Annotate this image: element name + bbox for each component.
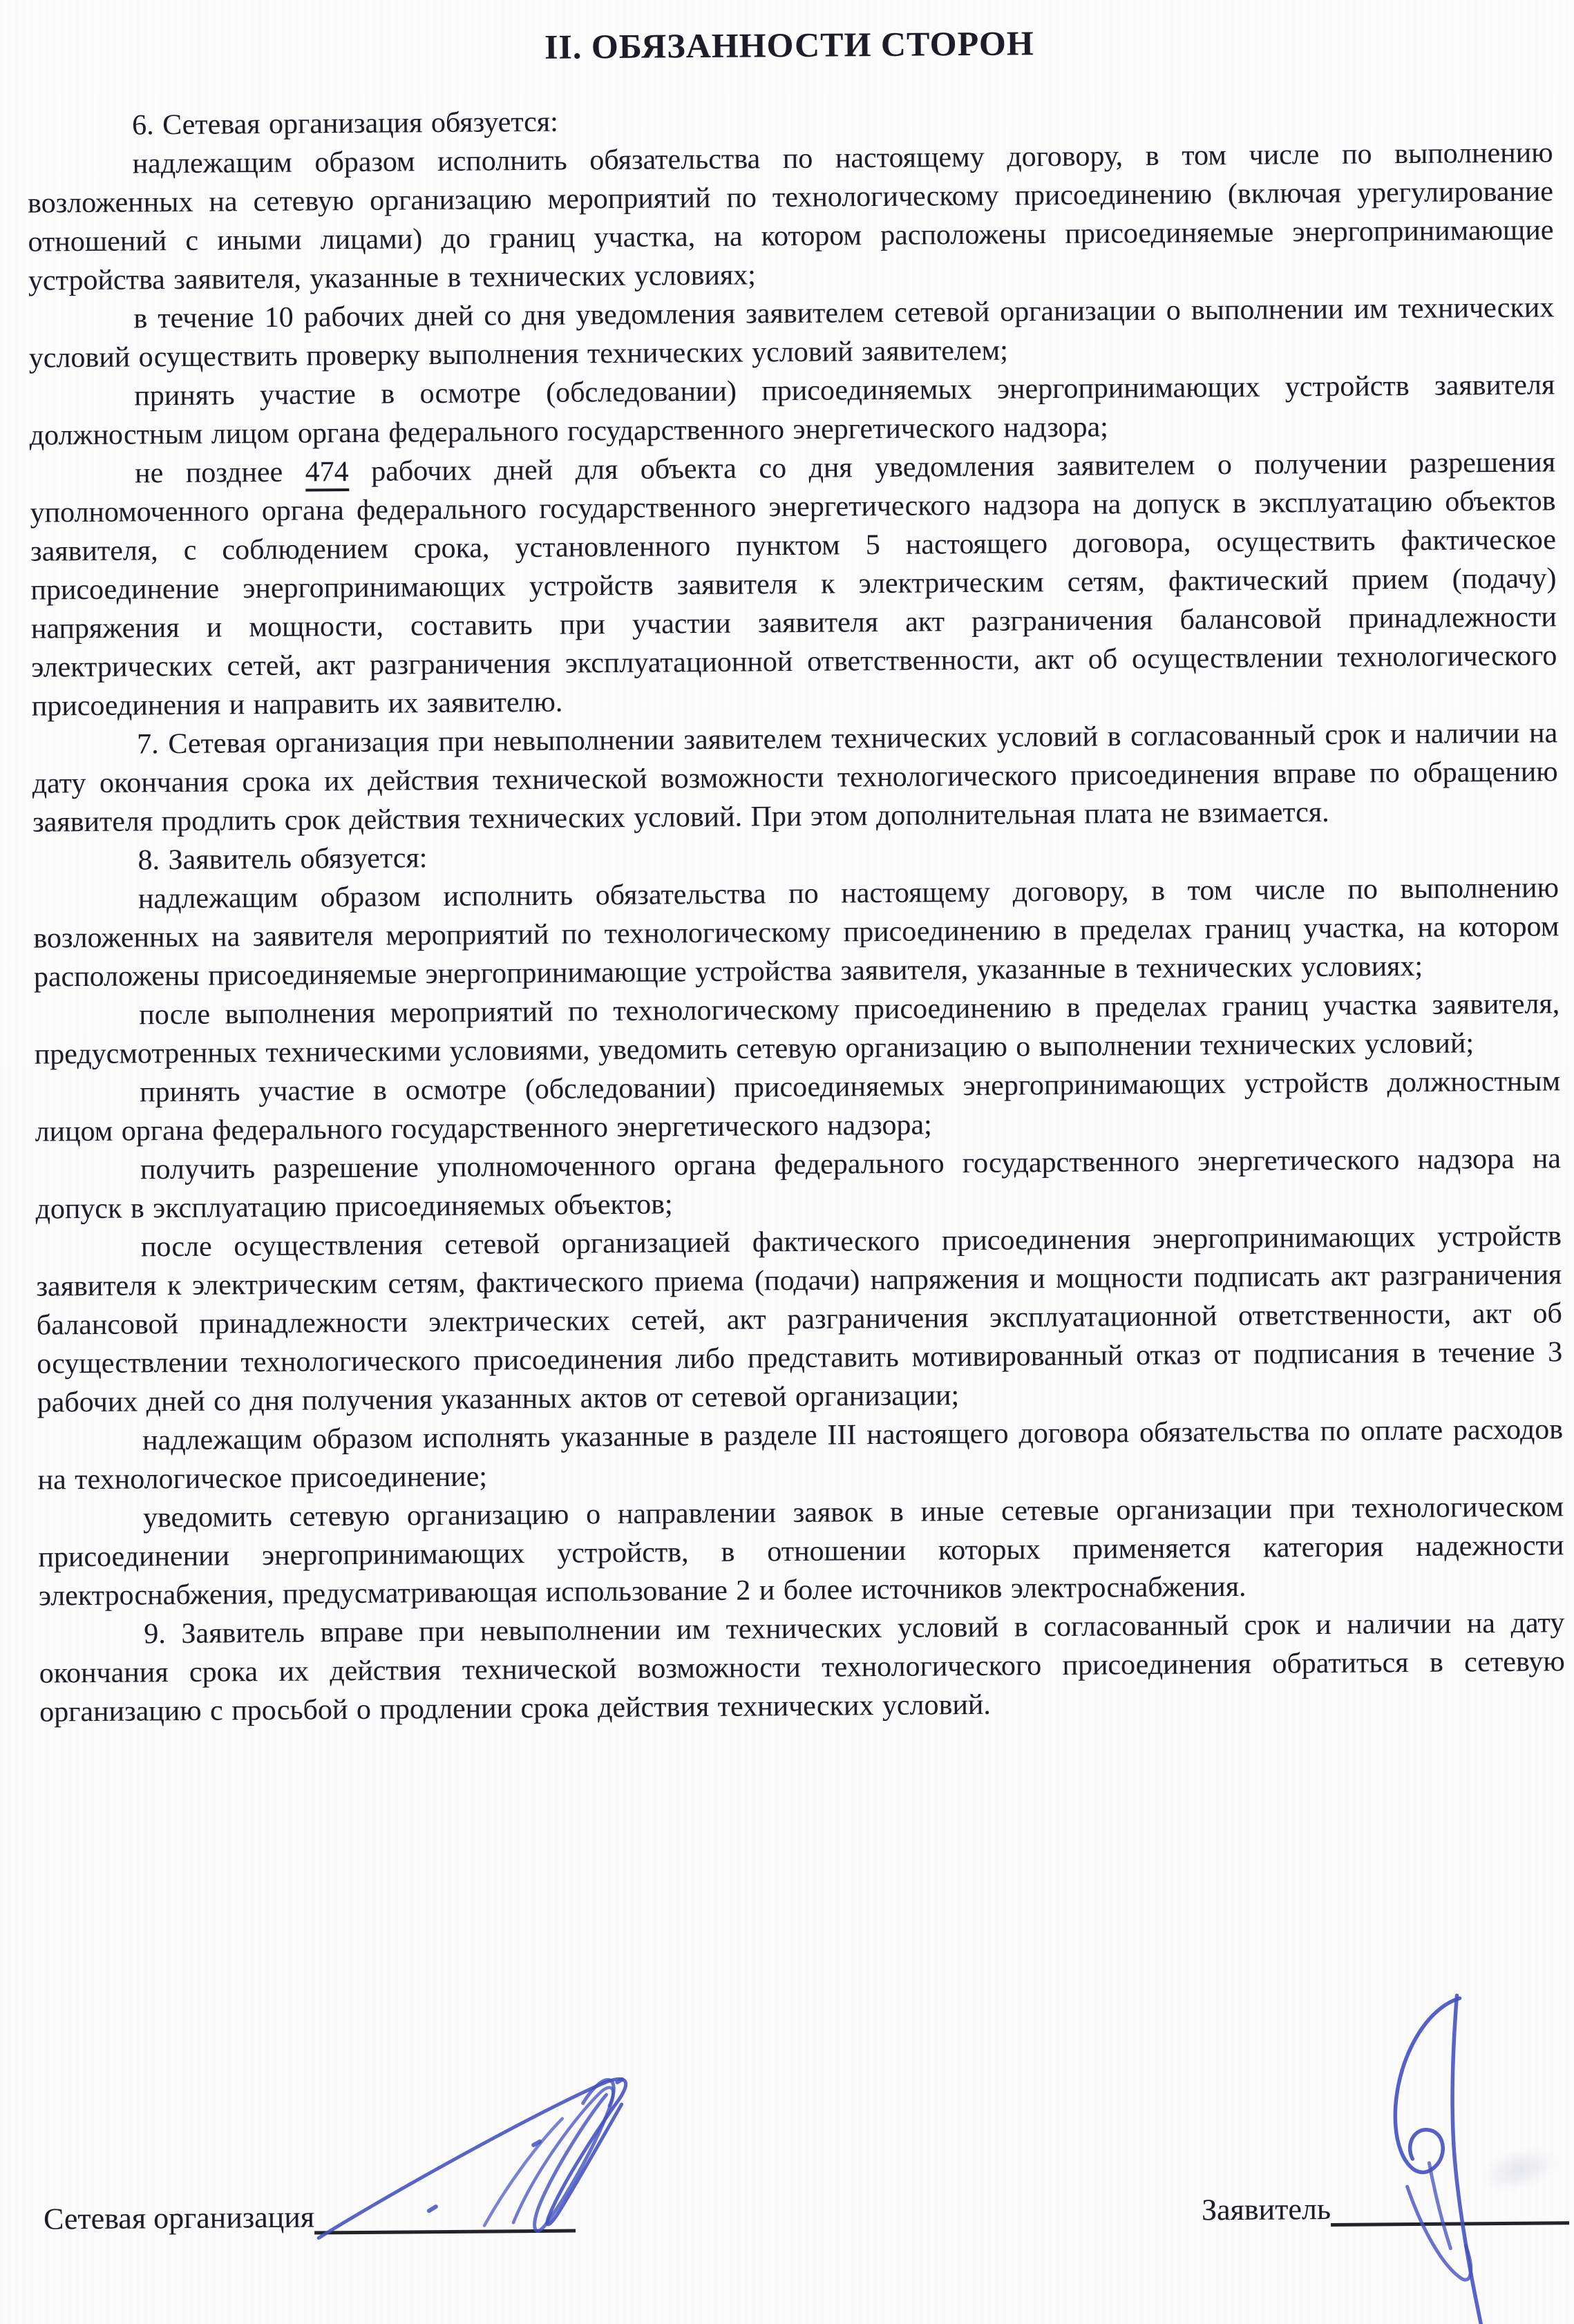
signature-row (44, 2189, 1569, 2236)
paragraph-6-item-1: надлежащим образом исполнить обязательства по настоящему договору, в том числе по выполнению возложенных на сетевую организацию мероприятий по технологическому присоединению (включая урегулирование отношений с иными лицами) до границ участка, на котором расположены присоединяемые энергопринимающие устройства заявителя, указанные в технических условиях; (27, 137, 1554, 297)
paragraph-text-suffix: рабочих дней для объекта со дня уведомления заявителем о получении разрешения уполномоченного органа федерального государственного энергетического надзора на допуск в эксплуатацию объектов заявителя, с соблюдением срока, установленного пунктом 5 настоящего договора, осуществить фактическое присоединение энергопринимающих устройств заявителя к электрическим сетям, фактический прием (подачу) напряжения и мощности, составить при участии заявителя акт разграничения балансовой принадлежности электрических сетей, акт разграничения эксплуатационной ответственности, акт об осуществлении технологического присоединения и направить их заявителю. (30, 446, 1557, 723)
document-content (26, 15, 1565, 2236)
paragraph-6-item-2: в течение 10 рабочих дней со дня уведомления заявителем сетевой организации о выполнении им технических условий осуществить проверку выполнения технических условий заявителем; (28, 292, 1555, 374)
paragraph-7: 7. Сетевая организация при невыполнении заявителем технических условий в согласованный срок и наличии на дату окончания срока их действия технической возможности технологического присоединения вправе по обращению заявителя продлить срок действия технических условий. При этом дополнительная плата не взимается. (32, 717, 1558, 839)
paragraph-8-item-3: принять участие в осмотре (обследовании) присоединяемых энергопринимающих устройств должностным лицом органа федерального государственного энергетического надзора; (35, 1065, 1561, 1148)
paragraph-6-item-3: принять участие в осмотре (обследовании) присоединяемых энергопринимающих устройств заявителя должностным лицом органа федерального государственного энергетического надзора; (29, 369, 1555, 452)
paragraph-8-item-2: после выполнения мероприятий по технологическому присоединению в пределах границ участка заявителя, предусмотренных техническими условиями, уведомить сетевую организацию о выполнении технических условий; (34, 988, 1560, 1071)
network-organization-signature-block (44, 2198, 576, 2237)
paragraph-6-item-4 (30, 443, 1557, 725)
underlined-days-number: 474 (305, 456, 348, 491)
section-title: II. ОБЯЗАННОСТИ СТОРОН (544, 23, 1034, 66)
paragraph-9: 9. Заявитель вправе при невыполнении им технических условий в согласованный срок и наличии на дату окончания срока их действия технической возможности технологического присоединения обратиться в сетевую организацию с просьбой о продлении срока действия технических условий. (39, 1607, 1565, 1728)
network-organization-signature-line (314, 2222, 576, 2235)
paragraph-8-item-5: после осуществления сетевой организацией фактического присоединения энергопринимающих устройств заявителя к электрическим сетям, фактического приема (подачи) напряжения и мощности подписать акт разграничения балансовой принадлежности электрических сетей, акт разграничения эксплуатационной ответственности, акт об осуществлении технологического присоединения либо представить мотивированный отказ от подписания в течение 3 рабочих дней со дня получения указанных актов от сетевой организации; (36, 1220, 1563, 1419)
applicant-label: Заявитель (1201, 2191, 1331, 2227)
applicant-signature-line (1331, 2214, 1569, 2227)
applicant-signature-block (1202, 2189, 1569, 2227)
network-organization-label: Сетевая организация (43, 2200, 315, 2236)
paragraph-text-prefix: не позднее (134, 456, 305, 490)
paragraph-8-item-4: получить разрешение уполномоченного органа федерального государственного энергетического надзора на допуск в эксплуатацию присоединяемых объектов; (35, 1143, 1562, 1226)
paragraph-6-heading: 6. Сетевая организация обязуется: (131, 106, 558, 142)
paragraph-8-item-7: уведомить сетевую организацию о направлении заявок в иные сетевые организации при технологическом присоединении энергопринимающих устройств, в отношении которых применяется категория надежности электроснабжения, предусматривающая использование 2 и более источников электроснабжения. (38, 1491, 1564, 1612)
paragraph-8-heading: 8. Заявитель обязуется: (138, 842, 428, 877)
paragraph-8-item-1: надлежащим образом исполнить обязательства по настоящему договору, в том числе по выполнению возложенных на заявителя мероприятий по технологическому присоединению в пределах границ участка, на котором расположены присоединяемые энергопринимающие устройства заявителя, указанные в технических условиях; (33, 872, 1559, 993)
paragraph-8-item-6: надлежащим образом исполнять указанные в разделе III настоящего договора обязательства по оплате расходов на технологическое присоединение; (37, 1413, 1564, 1496)
